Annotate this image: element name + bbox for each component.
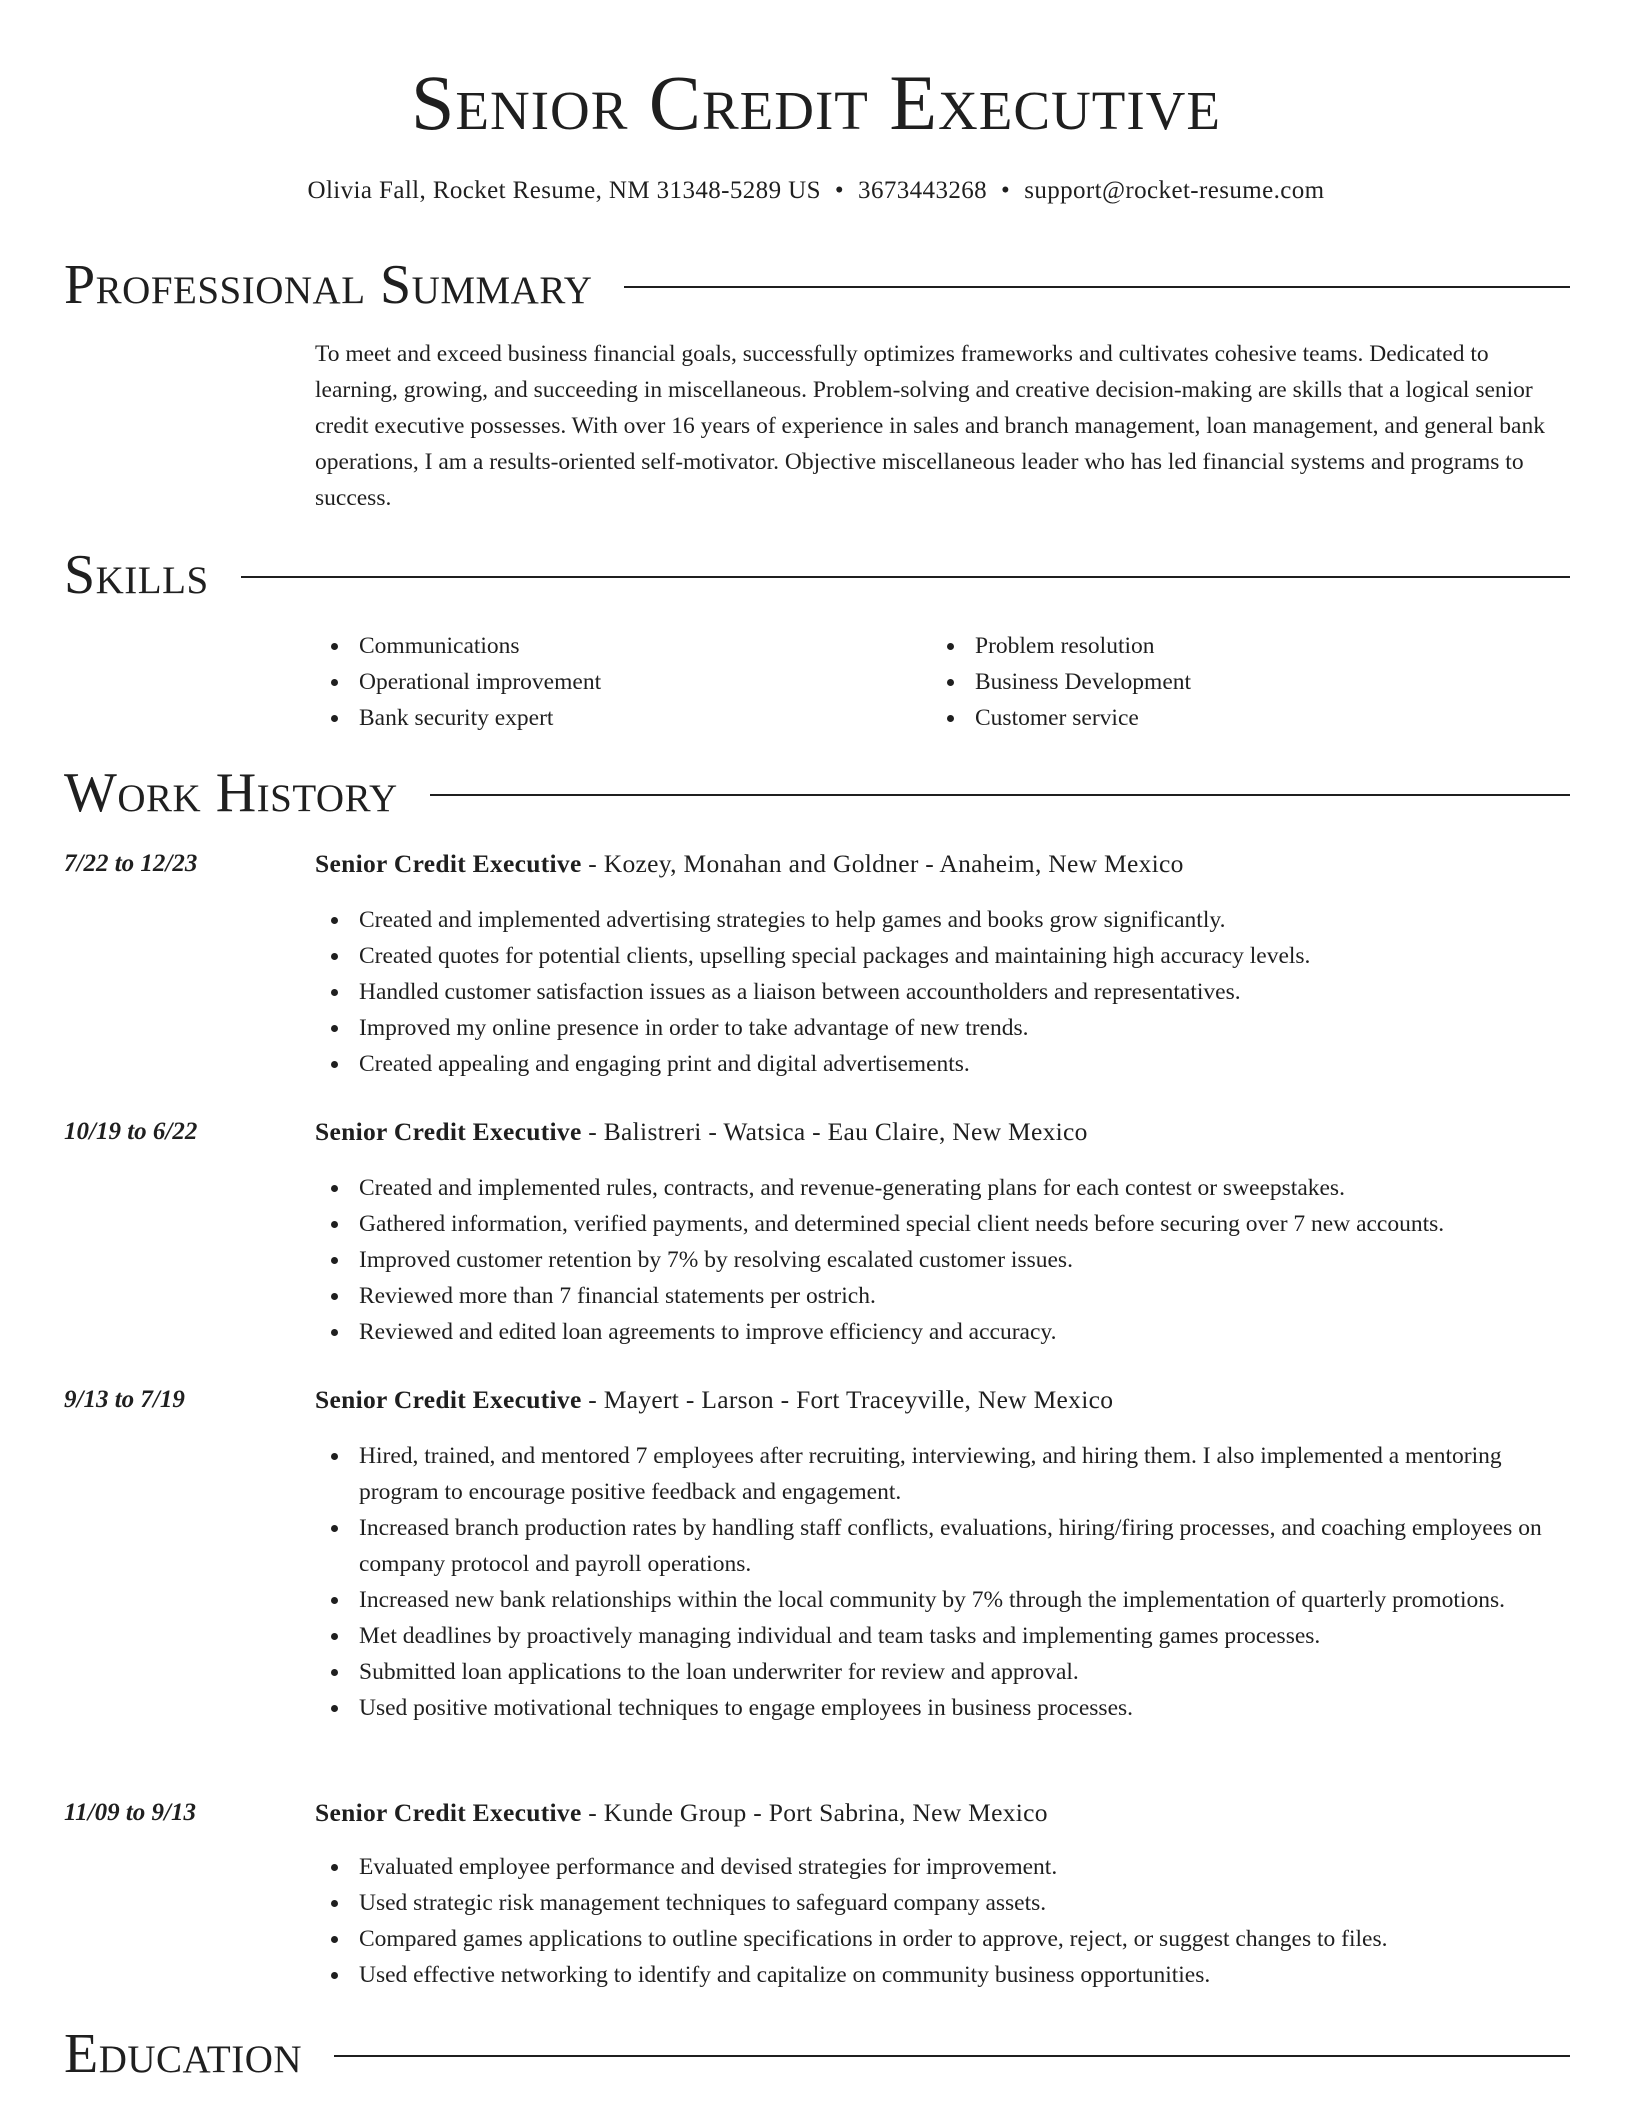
- skills-heading: Skills: [64, 544, 209, 606]
- job-bullets: [315, 1438, 1575, 1726]
- skill-item: Business Development: [931, 664, 1531, 700]
- contact-line: [0, 175, 1632, 207]
- job-bullets: [315, 1849, 1575, 1993]
- job-header: [315, 1797, 1048, 1829]
- job-bullet: Improved my online presence in order to take advantage of new trends.: [315, 1010, 1575, 1046]
- job-details: - Kozey, Monahan and Goldner - Anaheim, New Mexico: [581, 849, 1184, 878]
- skills-list-left: [315, 628, 915, 736]
- job-bullet: Improved customer retention by 7% by resolving escalated customer issues.: [315, 1242, 1575, 1278]
- job-title: Senior Credit Executive: [315, 849, 582, 878]
- work-section-header: [64, 761, 1570, 825]
- summary-section-header: [64, 253, 1570, 317]
- job-title: Senior Credit Executive: [315, 1117, 582, 1146]
- job-bullet: Increased branch production rates by handling staff conflicts, evaluations, hiring/firing processes, and coaching employees on company protocol and payroll operations.: [315, 1510, 1575, 1582]
- job-header: [315, 1384, 1113, 1416]
- skills-section-header: [64, 543, 1570, 607]
- resume-title: Senior Credit Executive: [411, 59, 1221, 146]
- contact-separator: •: [834, 177, 845, 204]
- job-bullet: Reviewed and edited loan agreements to improve efficiency and accuracy.: [315, 1314, 1575, 1350]
- job-bullet: Created quotes for potential clients, upselling special packages and maintaining high accuracy levels.: [315, 938, 1575, 974]
- job-bullet: Created and implemented rules, contracts, and revenue-generating plans for each contest or sweepstakes.: [315, 1170, 1575, 1206]
- job-bullet: Used strategic risk management techniques to safeguard company assets.: [315, 1885, 1575, 1921]
- job-bullet: Used positive motivational techniques to engage employees in business processes.: [315, 1690, 1575, 1726]
- job-bullet: Reviewed more than 7 financial statements per ostrich.: [315, 1278, 1575, 1314]
- job-details: - Balistreri - Watsica - Eau Claire, New Mexico: [581, 1117, 1088, 1146]
- job-details: - Mayert - Larson - Fort Traceyville, New Mexico: [581, 1385, 1114, 1414]
- job-dates: 7/22 to 12/23: [64, 850, 198, 877]
- job-title: Senior Credit Executive: [315, 1798, 582, 1827]
- job-bullet: Increased new bank relationships within the local community by 7% through the implementation of quarterly promotions.: [315, 1582, 1575, 1618]
- job-bullet: Handled customer satisfaction issues as a liaison between accountholders and representatives.: [315, 974, 1575, 1010]
- job-dates: 10/19 to 6/22: [64, 1118, 198, 1145]
- job-bullet: Evaluated employee performance and devised strategies for improvement.: [315, 1849, 1575, 1885]
- job-bullet: Created and implemented advertising strategies to help games and books grow significantly.: [315, 902, 1575, 938]
- education-section-header: [64, 2022, 1570, 2086]
- job-dates: 11/09 to 9/13: [64, 1799, 196, 1826]
- section-divider: [334, 2055, 1570, 2057]
- job-bullets: [315, 902, 1575, 1082]
- contact-address: Olivia Fall, Rocket Resume, NM 31348-5289 US: [307, 177, 821, 204]
- job-bullet: Submitted loan applications to the loan underwriter for review and approval.: [315, 1654, 1575, 1690]
- work-heading: Work History: [64, 762, 398, 824]
- job-title: Senior Credit Executive: [315, 1385, 582, 1414]
- skills-list-right: [931, 628, 1531, 736]
- job-bullet: Gathered information, verified payments, and determined special client needs before securing over 7 new accounts.: [315, 1206, 1575, 1242]
- job-bullet: Used effective networking to identify and capitalize on community business opportunities.: [315, 1957, 1575, 1993]
- contact-email: support@rocket-resume.com: [1024, 177, 1325, 204]
- skill-item: Customer service: [931, 700, 1531, 736]
- section-divider: [241, 576, 1570, 578]
- job-bullet: Compared games applications to outline specifications in order to approve, reject, or suggest changes to files.: [315, 1921, 1575, 1957]
- job-bullet: Created appealing and engaging print and digital advertisements.: [315, 1046, 1575, 1082]
- education-heading: Education: [64, 2023, 303, 2085]
- job-bullets: [315, 1170, 1575, 1350]
- skill-item: Problem resolution: [931, 628, 1531, 664]
- section-divider: [624, 286, 1570, 288]
- skill-item: Operational improvement: [315, 664, 915, 700]
- summary-heading: Professional Summary: [64, 254, 593, 316]
- job-bullet: Hired, trained, and mentored 7 employees after recruiting, interviewing, and hiring them. I also implemented a mentoring program to encourage positive feedback and engagement.: [315, 1438, 1575, 1510]
- job-header: [315, 848, 1184, 880]
- contact-phone: 3673443268: [858, 177, 988, 204]
- skill-item: Bank security expert: [315, 700, 915, 736]
- job-dates: 9/13 to 7/19: [64, 1386, 185, 1413]
- skill-item: Communications: [315, 628, 915, 664]
- section-divider: [430, 794, 1570, 796]
- summary-text: To meet and exceed business financial goals, successfully optimizes frameworks and cultivates cohesive teams. Dedicated to learning, growing, and succeeding in miscellaneous. Problem-solving and creative decision-making are skills that a logical senior credit executive possesses. With over 16 years of experience in sales and branch management, loan management, and general bank operations, I am a results-oriented self-motivator. Objective miscellaneous leader who has led financial systems and programs to success.: [315, 341, 1545, 511]
- job-header: [315, 1116, 1088, 1148]
- job-bullet: Met deadlines by proactively managing individual and team tasks and implementing games processes.: [315, 1618, 1575, 1654]
- job-details: - Kunde Group - Port Sabrina, New Mexico: [581, 1798, 1048, 1827]
- contact-separator: •: [1001, 177, 1011, 204]
